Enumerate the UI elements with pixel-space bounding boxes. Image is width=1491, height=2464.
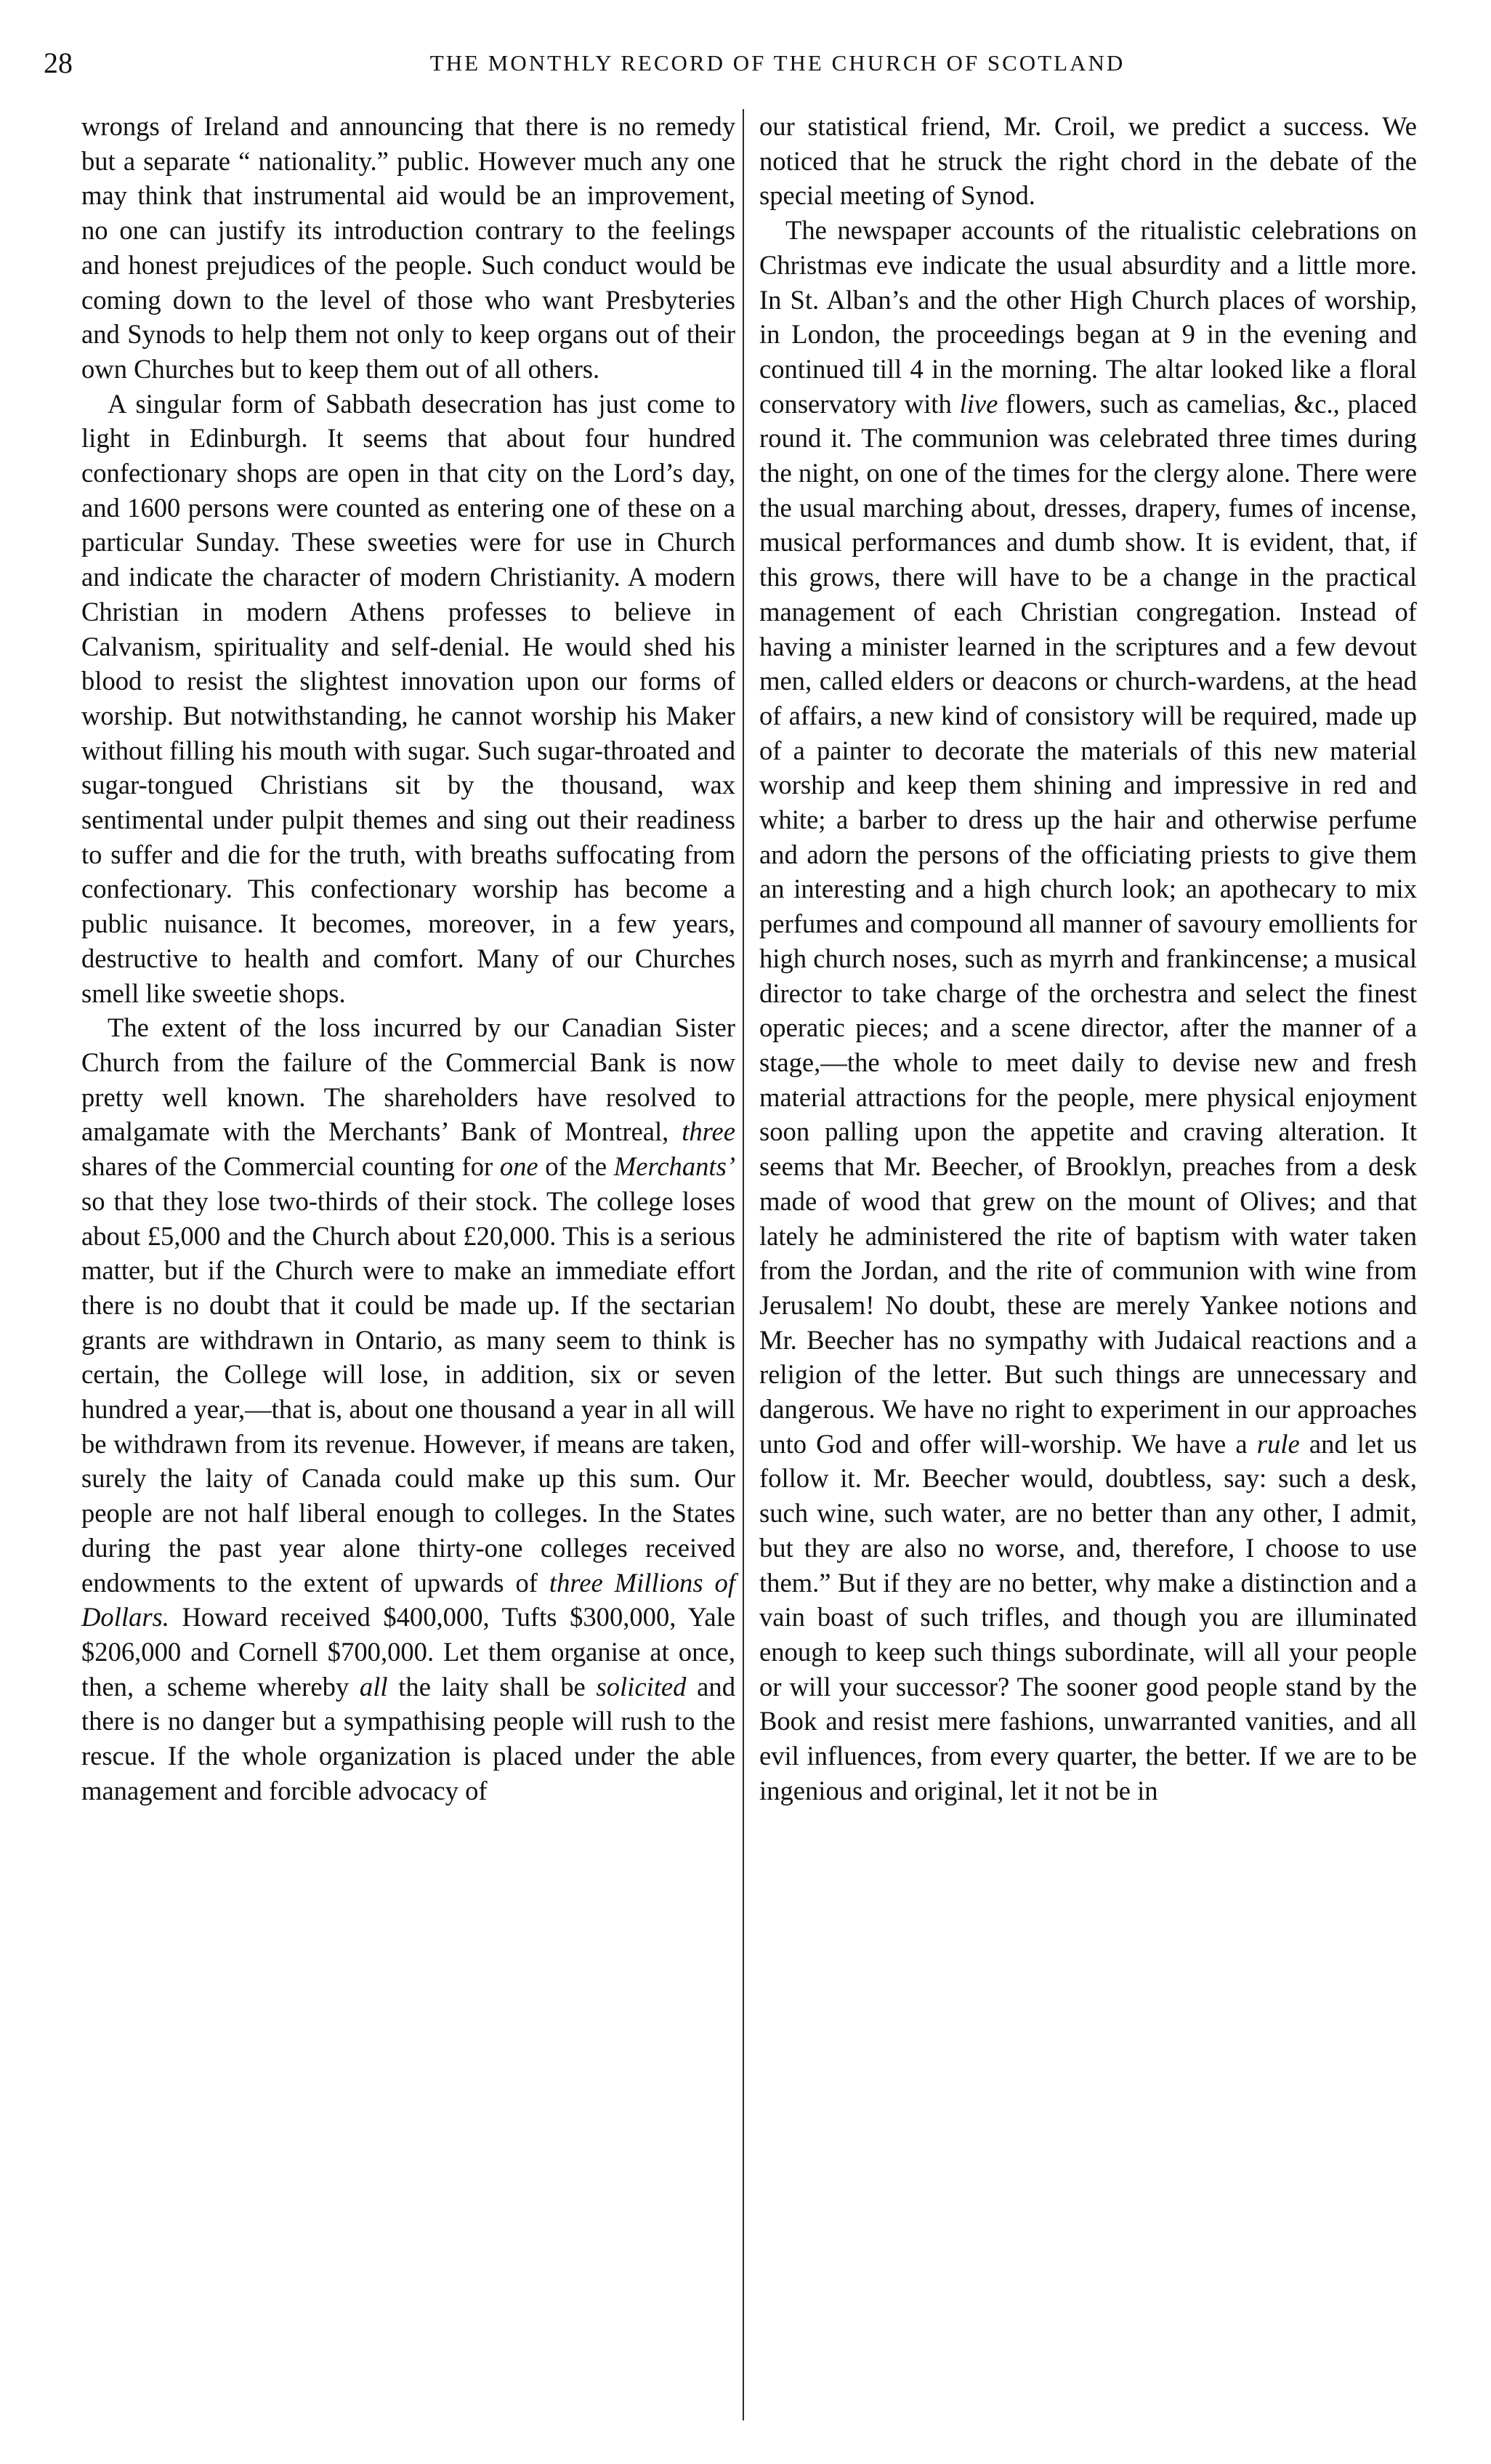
text-run: shares of the Commercial counting for — [81, 1151, 500, 1182]
italic-run: solicited — [596, 1671, 687, 1702]
text-run: and let us follow it. Mr. Beecher would, doubtless, say: such a desk, such wine, such water, are no better than any other, I admit, but they are also no worse, and, therefore, I choose to use them.” But if they are no better, why make a distinction and a vain boast of such trifles, and though you are illuminated enough to keep such things subordinate, will all your people or will your successor? The sooner good people stand by the Book and resist mere fashions, unwarranted vanities, and all evil influences, from every quarter, the better. If we are to be ingenious and original, let it not be in — [759, 1428, 1417, 1805]
paragraph-commercial-bank — [81, 1010, 735, 1808]
text-run: of the — [538, 1151, 614, 1182]
italic-run: three — [682, 1116, 735, 1147]
paragraph-sabbath-desecration: A singular form of Sabbath desecration has just come to light in Edinburgh. It seems that about four hundred confectionary shops are open in that city on the Lord’s day, and 1600 persons were counted as entering one of these on a particular Sunday. These sweeties were for use in Church and indicate the character of modern Christianity. A modern Christian in modern Athens professes to believe in Calvanism, spirituality and self-denial. He would shed his blood to resist the slightest innovation upon our forms of worship. But notwithstanding, he cannot worship his Maker without filling his mouth with sugar. Such sugar-throated and sugar-tongued Christians sit by the thousand, wax sentimental under pulpit themes and sing out their readiness to suffer and die for the truth, with breaths suffocating from confectionary. This confectionary worship has become a public nuisance. It becomes, moreover, in a few years, destructive to health and comfort. Many of our Churches smell like sweetie shops. — [81, 388, 735, 1008]
running-head: THE MONTHLY RECORD OF THE CHURCH OF SCOTLAND — [429, 50, 1126, 76]
paragraph-instrumental-aid: wrongs of Ireland and announcing that there is no remedy but a separate “ nationality.” public. However much any one may think that instrumental aid would be an improvement, no one can justify its introduction contrary to the feelings and honest prejudices of the people. Such conduct would be coming down to the level of those who want Presbyteries and Synods to help them not only to keep organs out of their own Churches but to keep them out of all others. — [81, 111, 735, 384]
italic-run: one — [499, 1151, 538, 1182]
page-header — [44, 45, 1424, 81]
text-run: and there is no danger but a sympathising people will rush to the rescue. If the whole organization is placed under the able management and forcible advocacy of — [81, 1671, 735, 1805]
paragraph-croil: our statistical friend, Mr. Croil, we predict a success. We noticed that he struck the right chord in the debate of the special meeting of Synod. — [759, 111, 1417, 211]
text-run: The extent of the loss incurred by our Canadian Sister Church from the failure of the Commercial Bank is now pretty well known. The shareholders have resolved to amalgamate with the Merchants’ Bank of Montreal, — [81, 1012, 735, 1147]
text-run: Howard received $400,000, Tufts $300,000, Yale $206,000 and Cornell $700,000. Let them organise at once, then, a scheme whereby — [81, 1602, 735, 1702]
italic-run: rule — [1256, 1428, 1300, 1459]
italic-run: live — [959, 388, 998, 419]
paragraph-ritualistic-celebrations — [759, 213, 1417, 1808]
left-column — [81, 109, 735, 1808]
italic-run: three Millions of Dollars. — [81, 1567, 735, 1632]
italic-run: Merchants’ — [613, 1151, 735, 1182]
italic-run: all — [359, 1671, 388, 1702]
text-run: The newspaper accounts of the ritualistic celebrations on Christmas eve indicate the usual absurdity and a little more. In St. Alban’s and the other High Church places of worship, in London, the proceedings began at 9 in the evening and continued till 4 in the morning. The altar looked like a floral conservatory with — [759, 215, 1417, 419]
page-number: 28 — [44, 47, 73, 79]
text-run: so that they lose two-thirds of their stock. The college loses about £5,000 and the Church about £20,000. This is a serious matter, but if the Church were to make an immediate effort there is no doubt that it could be made up. If the sectarian grants are withdrawn in Ontario, as many seem to think is certain, the College will lose, in addition, six or seven hundred a year,—that is, about one thousand a year in all will be withdrawn from its revenue. However, if means are taken, surely the laity of Canada could make up this sum. Our people are not half liberal enough to colleges. In the States during the past year alone thirty-one colleges received endowments to the extent of upwards of — [81, 1185, 735, 1598]
column-divider — [743, 109, 744, 2420]
text-run: flowers, such as camelias, &c., placed round it. The communion was celebrated three times during the night, on one of the times for the clergy alone. There were the usual marching about, dresses, drapery, fumes of incense, musical performances and dumb show. It is evident, that, if this grows, there will have to be a change in the practical management of each Christian congregation. Instead of having a minister learned in the scriptures and a few devout men, called elders or deacons or church-wardens, at the head of affairs, a new kind of consistory will be required, made up of a painter to decorate the materials of this new material worship and keep them shining and impressive in red and white; a barber to dress up the hair and otherwise perfume and adorn the persons of the officiating priests to give them an interesting and a high church look; an apothecary to mix perfumes and compound all manner of savoury emollients for high church noses, such as myrrh and frankincense; a musical director to take charge of the orchestra and select the finest operatic pieces; and a scene director, after the manner of a stage,—the whole to meet daily to devise new and fresh material attractions for the people, mere physical enjoyment soon palling upon the appetite and craving alteration. It seems that Mr. Beecher, of Brooklyn, preaches from a desk made of wood that grew on the mount of Olives; and that lately he administered the rite of baptism with water taken from the Jordan, and the rite of communion with wine from Jerusalem! No doubt, these are merely Yankee notions and Mr. Beecher has no sympathy with Judaical reactions and a religion of the letter. But such things are unnecessary and dangerous. We have no right to experiment in our approaches unto God and offer will-worship. We have a — [759, 388, 1418, 1459]
right-column — [759, 109, 1417, 1808]
text-run: the laity shall be — [387, 1671, 597, 1702]
